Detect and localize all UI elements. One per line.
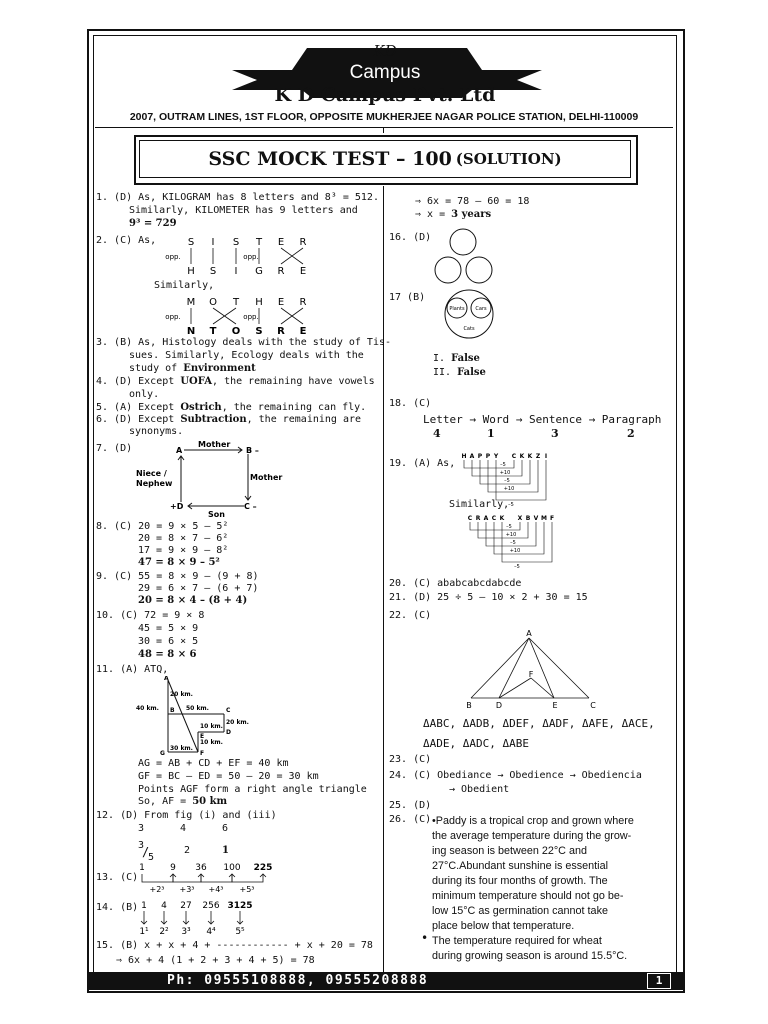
q16-circles — [433, 228, 497, 288]
series-term: 1 — [141, 901, 147, 911]
node-d: D — [226, 729, 231, 736]
letter: R — [277, 326, 285, 337]
series-term: 1 — [139, 863, 145, 873]
letter: E — [299, 266, 307, 277]
q22-triangles1: ΔABC, ΔADB, ΔDEF, ΔADF, ΔAFE, ΔACE, — [423, 717, 655, 730]
q3-answer: Environment — [183, 363, 256, 374]
q18-num: 4 — [433, 427, 441, 440]
q11-line4 — [138, 796, 227, 809]
letter: K — [499, 515, 505, 522]
letter: R — [277, 266, 285, 277]
q17-i-answer: False — [451, 353, 480, 364]
edge-nephew: Nephew — [136, 479, 173, 488]
similarly-label: Similarly, — [449, 499, 510, 510]
r-line2 — [415, 209, 491, 222]
q3-line2: sues. Similarly, Ecology deals with the — [129, 350, 364, 361]
q19-crack-diagram — [465, 512, 585, 574]
q12-num: 4 — [180, 823, 187, 834]
len-40: 40 km. — [136, 705, 159, 712]
q5-answer: Ostrich — [180, 402, 222, 413]
q16-label: 16. (D) — [389, 232, 432, 243]
q9-line2: 29 = 6 × 7 – (6 + 7) — [138, 583, 259, 594]
node-f: F — [200, 750, 205, 756]
series-term: 3125 — [227, 901, 253, 911]
logo-word: Campus — [349, 62, 421, 83]
header-tick — [383, 127, 384, 133]
letter: H — [255, 297, 263, 308]
q2-mother-diagram — [141, 294, 371, 342]
letter: R — [475, 515, 481, 522]
series-diff: +2³ — [149, 885, 165, 894]
letter: A — [469, 453, 475, 460]
shift: +10 — [505, 532, 517, 538]
letter: T — [255, 237, 263, 248]
left-column — [96, 192, 392, 972]
q11-label: 11. (A) ATQ, — [96, 664, 169, 675]
q5-text2: , the remaining can fly. — [221, 402, 367, 413]
venn-cats: Cats — [463, 326, 475, 332]
q26-line: low 15°C as germination cannot take — [432, 905, 608, 917]
q5-line — [96, 402, 366, 415]
node-a: A — [176, 446, 183, 455]
letter: N — [186, 326, 196, 337]
q11-route-diagram — [136, 676, 256, 756]
q9-line1: 9. (C) 55 = 8 × 9 – (9 + 8) — [96, 571, 259, 582]
series-pow: 5⁵ — [235, 927, 245, 937]
q26-line: the average temperature during the grow- — [432, 830, 632, 842]
letter: A — [483, 515, 489, 522]
letter: K — [527, 453, 533, 460]
q14-series — [136, 898, 286, 938]
q22-triangles2: ΔADE, ΔADC, ΔABE — [423, 737, 529, 750]
q17-ii-label: II. — [433, 367, 452, 378]
title-box — [139, 140, 631, 178]
letter: T — [232, 297, 240, 308]
q26-line: 27°C.Abundant sunshine is essential — [432, 860, 608, 872]
letter: H — [461, 453, 467, 460]
company-address: 2007, OUTRAM LINES, 1ST FLOOR, OPPOSITE MUKHERJEE NAGAR POLICE STATION, DELHI-110009 — [129, 111, 639, 123]
right-column — [389, 192, 673, 972]
letter: O — [209, 297, 217, 308]
column-divider — [383, 186, 384, 972]
q15-line2: ⇒ 6x + 4 (1 + 2 + 3 + 4 + 5) = 78 — [116, 955, 315, 966]
shift: –5 — [506, 524, 512, 530]
q11-line2: GF = BC – ED = 50 – 20 = 30 km — [138, 771, 319, 782]
shift: +10 — [499, 470, 511, 476]
q26-paragraph — [432, 814, 670, 934]
node-c: C — [226, 707, 231, 714]
q18-label: 18. (C) — [389, 398, 432, 409]
letter: P — [477, 453, 483, 460]
header-rule — [95, 127, 673, 128]
q13-series — [136, 860, 286, 896]
opp-label: opp. — [243, 313, 259, 321]
letter: V — [533, 515, 539, 522]
letter: C — [511, 453, 517, 460]
company-name: K D Campus Pvt. Ltd — [274, 84, 496, 106]
letter: S — [187, 237, 195, 248]
q4-text: 4. (D) Except — [96, 376, 175, 387]
q26-paragraph-2 — [432, 934, 670, 964]
q17-ii-answer: False — [457, 367, 486, 378]
len-10b: 10 km. — [200, 723, 223, 730]
q26-line: ing season is between 22°C and — [432, 845, 587, 857]
letter: G — [255, 266, 263, 277]
q2-sister-diagram — [141, 234, 371, 282]
q12-num: 3 — [138, 823, 145, 834]
q4-line1 — [96, 376, 375, 389]
shift: +10 — [509, 548, 521, 554]
footer-phone: Ph: 09555108888, 09555208888 — [167, 973, 429, 988]
q26-line: during its four months of growth. The — [432, 875, 608, 887]
q5-text: 5. (A) Except — [96, 402, 175, 413]
q25-line: 25. (D) — [389, 800, 432, 811]
shift: –5 — [508, 502, 514, 508]
q8-line1: 8. (C) 20 = 9 × 5 – 5² — [96, 521, 229, 532]
len-20: 20 km. — [170, 691, 193, 698]
letter: R — [299, 237, 307, 248]
q10-line3: 30 = 6 × 5 — [138, 636, 199, 647]
q21-line: 21. (D) 25 ÷ 5 – 10 × 2 + 30 = 15 — [389, 592, 588, 603]
letter: F — [549, 515, 555, 522]
letter: I — [234, 266, 238, 277]
len-50: 50 km. — [186, 705, 209, 712]
letter: S — [255, 326, 263, 337]
series-term: 9 — [170, 863, 176, 873]
q11-line1: AG = AB + CD + EF = 40 km — [138, 758, 289, 769]
letter: T — [209, 326, 217, 337]
opp-label: opp. — [165, 253, 181, 261]
q23-line: 23. (C) — [389, 754, 432, 765]
venn-plants: Plants — [449, 306, 465, 312]
q17-label: 17 (B) — [389, 292, 426, 303]
q6-text2: , the remaining are — [246, 414, 362, 425]
letter: X — [517, 515, 523, 522]
q8-line4: 47 = 8 × 9 – 5² — [138, 557, 220, 568]
q20-line: 20. (C) ababcabcdabcde — [389, 578, 522, 589]
q12-label: 12. (D) From fig (i) and (iii) — [96, 810, 277, 821]
similarly-label: Similarly, — [154, 280, 215, 291]
q22-triangle-diagram — [459, 630, 609, 712]
q26-line: place below that temperature. — [432, 920, 575, 932]
len-20b: 20 km. — [226, 719, 249, 726]
q26-line: The temperature required for wheat — [432, 935, 602, 947]
q12-frac-den: 5 — [148, 852, 155, 863]
q11-text: So, AF = — [138, 796, 187, 807]
series-term: 100 — [223, 863, 241, 873]
vertex-e: E — [552, 701, 558, 710]
letter: E — [299, 326, 307, 337]
series-diff: +5³ — [239, 885, 255, 894]
q1-line2: Similarly, KILOMETER has 9 letters and — [129, 205, 358, 216]
q1-answer: 9³ = 729 — [129, 218, 177, 229]
series-term: 27 — [180, 901, 192, 911]
q17-i — [433, 353, 480, 366]
edge-niece: Niece / — [136, 469, 167, 478]
q18-words: Letter → Word → Sentence → Paragraph — [423, 413, 662, 426]
q6-text: 6. (D) Except — [96, 414, 175, 425]
logo-script: KD — [373, 42, 397, 60]
opp-label: opp. — [165, 313, 181, 321]
letter: S — [232, 237, 240, 248]
edge-mother: Mother — [198, 440, 231, 449]
q3-line3 — [129, 363, 256, 376]
letter: R — [299, 297, 307, 308]
q12-frac-slash: / — [142, 845, 150, 859]
q17-i-label: I. — [433, 353, 446, 364]
letter: E — [277, 237, 285, 248]
opp-label: opp. — [243, 253, 259, 261]
edge-son: Son — [208, 510, 225, 518]
q4-text2: , the remaining have vowels — [212, 376, 375, 387]
shift: +10 — [503, 486, 515, 492]
q13-label: 13. (C) — [96, 872, 139, 883]
letter: I — [211, 237, 215, 248]
q18-num: 3 — [551, 427, 559, 440]
venn-cars: Cars — [475, 306, 487, 312]
q10-line4: 48 = 8 × 6 — [138, 649, 197, 660]
node-e: E — [200, 733, 205, 740]
vertex-a: A — [526, 630, 532, 638]
page-number: 1 — [647, 973, 671, 989]
vertex-b: B — [466, 701, 472, 710]
q12-num: 6 — [222, 823, 229, 834]
q11-answer: 50 km — [192, 796, 228, 807]
q17-venn — [433, 288, 509, 340]
q11-line3: Points AGF form a right angle triangle — [138, 784, 367, 795]
footer-bar — [87, 972, 683, 990]
q4-line2: only. — [129, 389, 160, 400]
q26-line: •Paddy is a tropical crop and grown where — [432, 815, 634, 827]
edge-mother: Mother — [250, 473, 283, 482]
node-g: G — [160, 750, 165, 756]
q1-line1: 1. (D) As, KILOGRAM has 8 letters and 8³ = 512. — [96, 192, 379, 203]
q24-line1: 24. (C) Obediance → Obedience → Obediencia — [389, 770, 642, 781]
series-term: 36 — [195, 863, 207, 873]
q4-answer: UOFA — [180, 376, 213, 387]
q12-frac-num: 3 — [138, 840, 145, 851]
q8-line2: 20 = 8 × 7 – 6² — [138, 533, 229, 544]
q9-line3: 20 = 8 × 4 – (8 + 4) — [138, 595, 248, 606]
len-30: 30 km. — [170, 745, 193, 752]
q18-num: 1 — [487, 427, 495, 440]
series-pow: 1¹ — [139, 927, 149, 937]
series-pow: 2² — [159, 927, 169, 937]
vertex-c: C — [590, 701, 596, 710]
letter: B — [525, 515, 531, 522]
q10-line1: 10. (C) 72 = 9 × 8 — [96, 610, 205, 621]
q3-text: study of — [129, 363, 178, 374]
q6-line1 — [96, 414, 361, 427]
q26-label: 26. (C) — [389, 814, 432, 825]
q10-line2: 45 = 5 × 9 — [138, 623, 199, 634]
series-diff: +3³ — [179, 885, 195, 894]
page-subtitle: (SOLUTION) — [455, 150, 562, 168]
letter: H — [187, 266, 195, 277]
letter: I — [544, 453, 548, 460]
node-b: B – — [246, 446, 259, 455]
r-answer: 3 years — [451, 209, 492, 220]
node-c: C – — [244, 502, 257, 511]
r-line1: ⇒ 6x = 78 – 60 = 18 — [415, 196, 530, 207]
letter: E — [277, 297, 285, 308]
node-d: +D — [170, 502, 184, 511]
shift: –5 — [510, 540, 516, 546]
letter: P — [485, 453, 491, 460]
letter: C — [467, 515, 473, 522]
q6-answer: Subtraction — [180, 414, 247, 425]
q15-line1: 15. (B) x + x + 4 + ------------ + x + 20 = 78 — [96, 940, 373, 951]
node-b: B — [170, 707, 175, 714]
q7-label: 7. (D) — [96, 443, 133, 454]
q3-line1: 3. (B) As, Histology deals with the study of Tis- — [96, 337, 392, 348]
series-term: 225 — [253, 863, 273, 873]
letter: C — [491, 515, 497, 522]
shift: –5 — [504, 478, 510, 484]
series-pow: 3³ — [181, 927, 191, 937]
q17-ii — [433, 367, 486, 380]
letter: Y — [493, 453, 499, 460]
bullet-icon: • — [421, 931, 429, 945]
vertex-d: D — [495, 701, 503, 710]
letter: Z — [535, 453, 541, 460]
series-term: 256 — [202, 901, 220, 911]
q8-line3: 17 = 9 × 9 – 8² — [138, 545, 229, 556]
q2-label: 2. (C) As, — [96, 235, 157, 246]
q18-num: 2 — [627, 427, 635, 440]
q22-label: 22. (C) — [389, 610, 432, 621]
q7-family-diagram — [136, 438, 296, 518]
len-10: 10 km. — [200, 739, 223, 746]
page-title: SSC MOCK TEST – 100 — [208, 148, 452, 170]
q24-line2: → Obedient — [449, 784, 510, 795]
q26-line: minimum temperature should not go be- — [432, 890, 624, 902]
letter: M — [541, 515, 547, 522]
shift: –5 — [514, 564, 520, 570]
letter: S — [209, 266, 217, 277]
series-diff: +4³ — [208, 885, 224, 894]
q12-answer: 1 — [222, 845, 229, 856]
series-pow: 4⁴ — [206, 927, 216, 937]
letter: K — [519, 453, 525, 460]
node-a: A — [164, 676, 169, 682]
shift: –5 — [500, 462, 506, 468]
series-term: 4 — [161, 901, 167, 911]
vertex-f: F — [528, 670, 534, 679]
letter: M — [186, 297, 196, 308]
r-text: ⇒ x = — [415, 209, 446, 220]
letter: O — [231, 326, 241, 337]
q26-line: during growing season is around 15.5°C. — [432, 950, 628, 962]
q14-label: 14. (B) — [96, 902, 139, 913]
q19-label: 19. (A) As, — [389, 458, 456, 469]
q12-num: 2 — [184, 845, 191, 856]
q6-line2: synonyms. — [129, 426, 184, 437]
